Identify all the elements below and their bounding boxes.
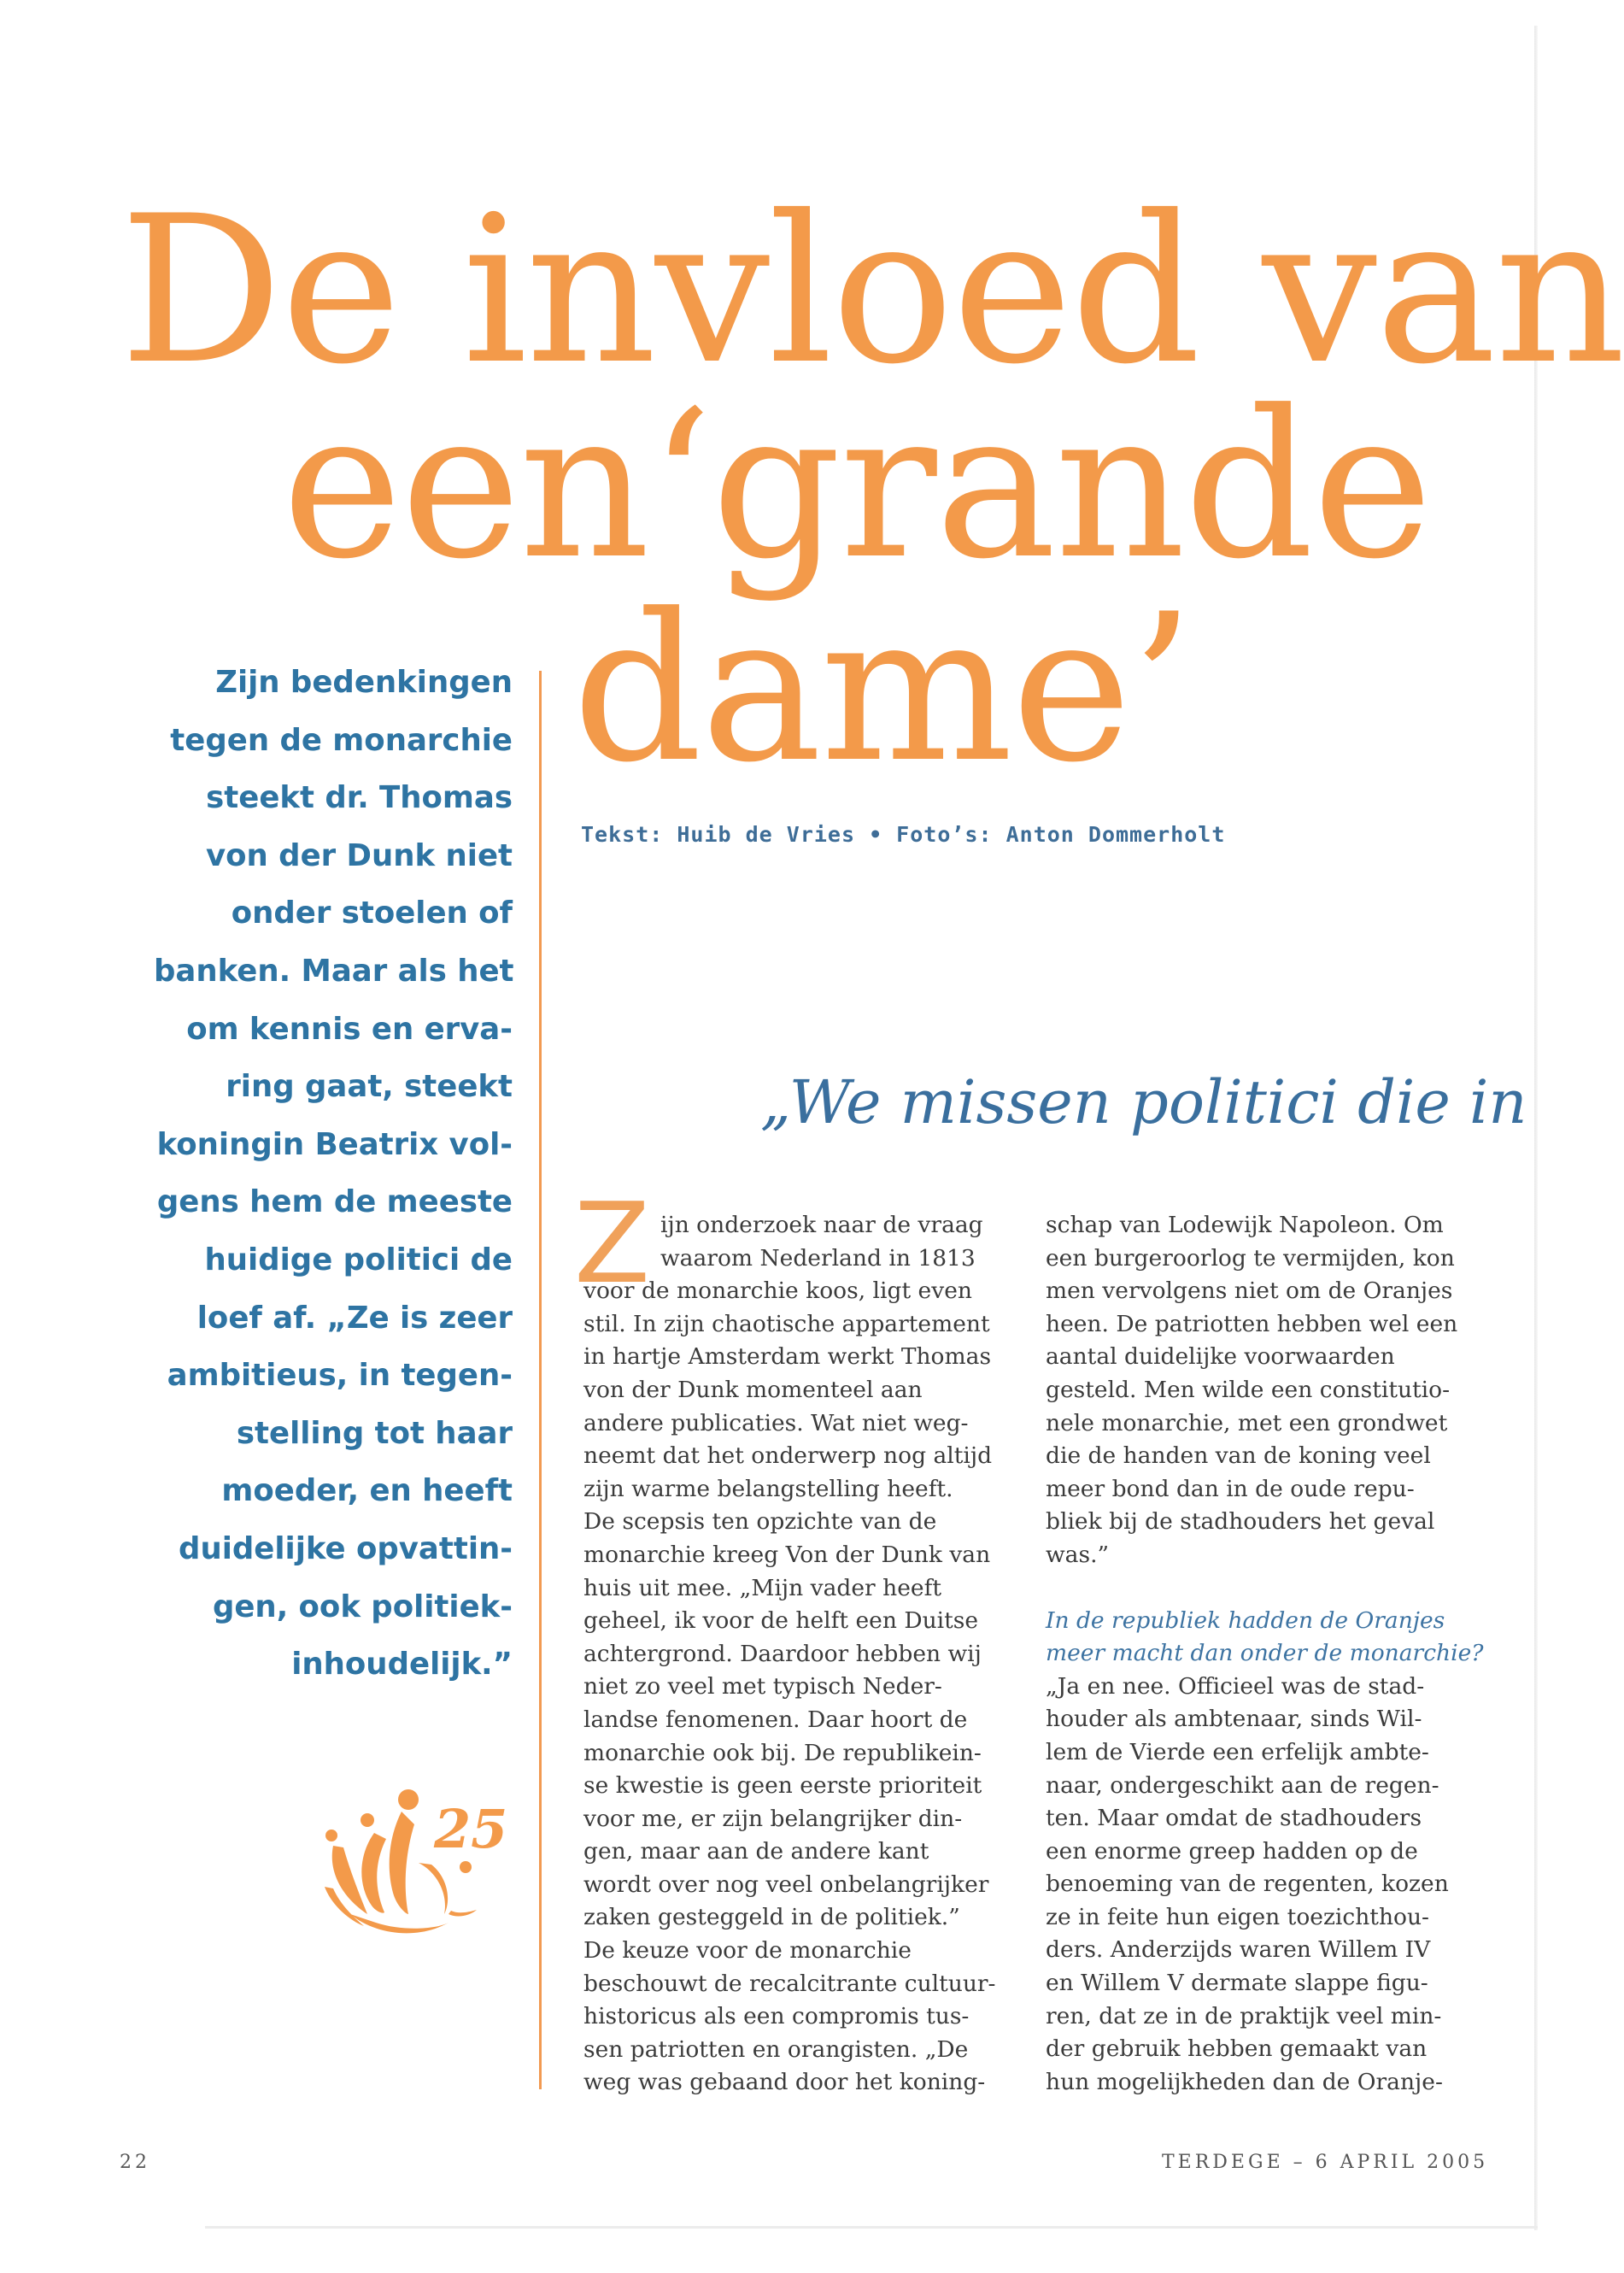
body-line: een enorme greep hadden op de [1046, 1837, 1418, 1865]
paragraph-spacer [1046, 1572, 1481, 1605]
body-column-1 [583, 1209, 1002, 2100]
body-line: beschouwt de recalcitrante cultuur- [583, 1970, 996, 1997]
body-line: huis uit mee. „Mijn vader heeft [583, 1574, 942, 1601]
intro-line: ambitieus, in tegen- [167, 1358, 513, 1394]
intro-line: tegen de monarchie [170, 722, 513, 758]
body-line: landse fenomenen. Daar hoort de [583, 1706, 968, 1733]
body-line: meer bond dan in de oude repu- [1046, 1475, 1415, 1502]
body-line: weg was gebaand door het koning- [583, 2069, 986, 2096]
drop-cap: Z [574, 1178, 651, 1308]
body-line: voor me, er zijn belangrijker din- [583, 1805, 963, 1832]
body-line: voor de monarchie koos, ligt even [583, 1277, 972, 1305]
intro-line: gens hem de meeste [156, 1184, 513, 1220]
intro-line: onder stoelen of [231, 896, 513, 931]
body-line: in hartje Amsterdam werkt Thomas [583, 1343, 992, 1371]
body-line: „Ja en nee. Officieel was de stad- [1046, 1672, 1425, 1700]
body-line: andere publicaties. Wat niet weg- [583, 1409, 969, 1436]
body-line: neemt dat het onderwerp nog altijd [583, 1442, 993, 1470]
logo-text: 25 [434, 1798, 508, 1860]
body-line: geheel, ik voor de helft een Duitse [583, 1607, 979, 1635]
intro-line: inhoudelijk.” [291, 1647, 513, 1683]
body-line: De scepsis ten opzichte van de [583, 1508, 937, 1536]
credits: Tekst: Huib de Vries • Foto’s: Anton Dommerholt [581, 822, 1226, 847]
body-line: niet zo veel met typisch Neder- [583, 1673, 942, 1700]
title-line-3: dame’ [572, 571, 1193, 808]
intro-line: moeder, en heeft [221, 1473, 513, 1509]
body-line: bliek bij de stadhouders het geval [1046, 1508, 1435, 1536]
body-line: se kwestie is geen eerste prioriteit [583, 1772, 982, 1800]
body-line: zijn warme belangstelling heeft. [583, 1475, 953, 1502]
body-line: ze in feite hun eigen toezichthou- [1046, 1903, 1429, 1930]
body-line: wordt over nog veel onbelangrijker [583, 1871, 989, 1898]
intro-line: loef af. „Ze is zeer [196, 1300, 513, 1336]
interview-question: meer macht dan onder de monarchie? [1046, 1640, 1484, 1667]
intro-line: stelling tot haar [236, 1415, 513, 1451]
body-line: monarchie kreeg Von der Dunk van [583, 1541, 991, 1568]
body-line: ijn onderzoek naar de vraag [660, 1212, 983, 1238]
body-line: De keuze voor de monarchie [583, 1937, 912, 1965]
body-line: sen patriotten en orangisten. „De [583, 2035, 969, 2063]
body-line: en Willem V dermate slappe figu- [1046, 1970, 1428, 1997]
intro-line: koningin Beatrix vol- [156, 1126, 513, 1162]
interview-question: In de republiek hadden de Oranjes [1046, 1606, 1445, 1634]
body-line: een burgeroorlog te vermijden, kon [1046, 1244, 1455, 1272]
intro-line: gen, ook politiek- [212, 1589, 513, 1624]
jubilee-25-logo-icon [308, 1786, 508, 1948]
body-line: achtergrond. Daardoor hebben wij [583, 1640, 982, 1667]
body-line: men vervolgens niet om de Oranjes [1046, 1277, 1453, 1305]
page-number: 22 [120, 2152, 150, 2173]
body-line: historicus als een compromis tus- [583, 2003, 970, 2030]
body-line: heen. De patriotten hebben wel een [1046, 1310, 1458, 1337]
intro-line: Zijn bedenkingen [215, 665, 513, 700]
body-line: ren, dat ze in de praktijk veel min- [1046, 2002, 1442, 2029]
title-line-2: een‘grande [282, 367, 1432, 604]
body-line: gen, maar aan de andere kant [583, 1838, 929, 1865]
page-bottom-edge [205, 2226, 1538, 2229]
body-line: was.” [1046, 1541, 1110, 1568]
intro-line: huidige politici de [204, 1242, 513, 1277]
body-line: gesteld. Men wilde een constitutio- [1046, 1376, 1451, 1403]
body-line: der gebruik hebben gemaakt van [1046, 2035, 1428, 2063]
intro-line: ring gaat, steekt [226, 1069, 513, 1105]
pull-quote: „We missen politici die in [760, 1067, 1527, 1137]
body-line: houder als ambtenaar, sinds Wil- [1046, 1706, 1422, 1733]
body-line: waarom Nederland in 1813 [660, 1244, 976, 1272]
vertical-divider [539, 671, 542, 2089]
intro-text [154, 654, 513, 1694]
body-line: nele monarchie, met een grondwet [1046, 1409, 1448, 1436]
body-line: schap van Lodewijk Napoleon. Om [1046, 1212, 1444, 1238]
intro-line: banken. Maar als het [154, 953, 514, 989]
publication-footer: TERDEGE – 6 APRIL 2005 [1162, 2152, 1489, 2173]
body-line: ders. Anderzijds waren Willem IV [1046, 1936, 1431, 1964]
body-line: ten. Maar omdat de stadhouders [1046, 1805, 1422, 1832]
title-line-1: De invloed van [120, 173, 1624, 409]
intro-line: om kennis en erva- [186, 1011, 513, 1047]
body-line: naar, ondergeschikt aan de regen- [1046, 1771, 1439, 1799]
body-line: aantal duidelijke voorwaarden [1046, 1343, 1395, 1371]
body-line: stil. In zijn chaotische appartement [583, 1310, 990, 1337]
intro-line: steekt dr. Thomas [206, 780, 513, 816]
body-column-2 [1046, 1209, 1484, 2099]
body-line: monarchie ook bij. De republikein- [583, 1739, 982, 1766]
intro-line: von der Dunk niet [206, 837, 513, 873]
body-line: hun mogelijkheden dan de Oranje- [1046, 2068, 1443, 2095]
body-line: zaken gesteggeld in de politiek.” [583, 1904, 960, 1931]
body-line: von der Dunk momenteel aan [583, 1376, 923, 1403]
body-line: die de handen van de koning veel [1046, 1442, 1431, 1470]
body-line: benoeming van de regenten, kozen [1046, 1871, 1449, 1898]
intro-line: duidelijke opvattin- [179, 1530, 513, 1566]
body-line: lem de Vierde een erfelijk ambte- [1046, 1738, 1429, 1765]
